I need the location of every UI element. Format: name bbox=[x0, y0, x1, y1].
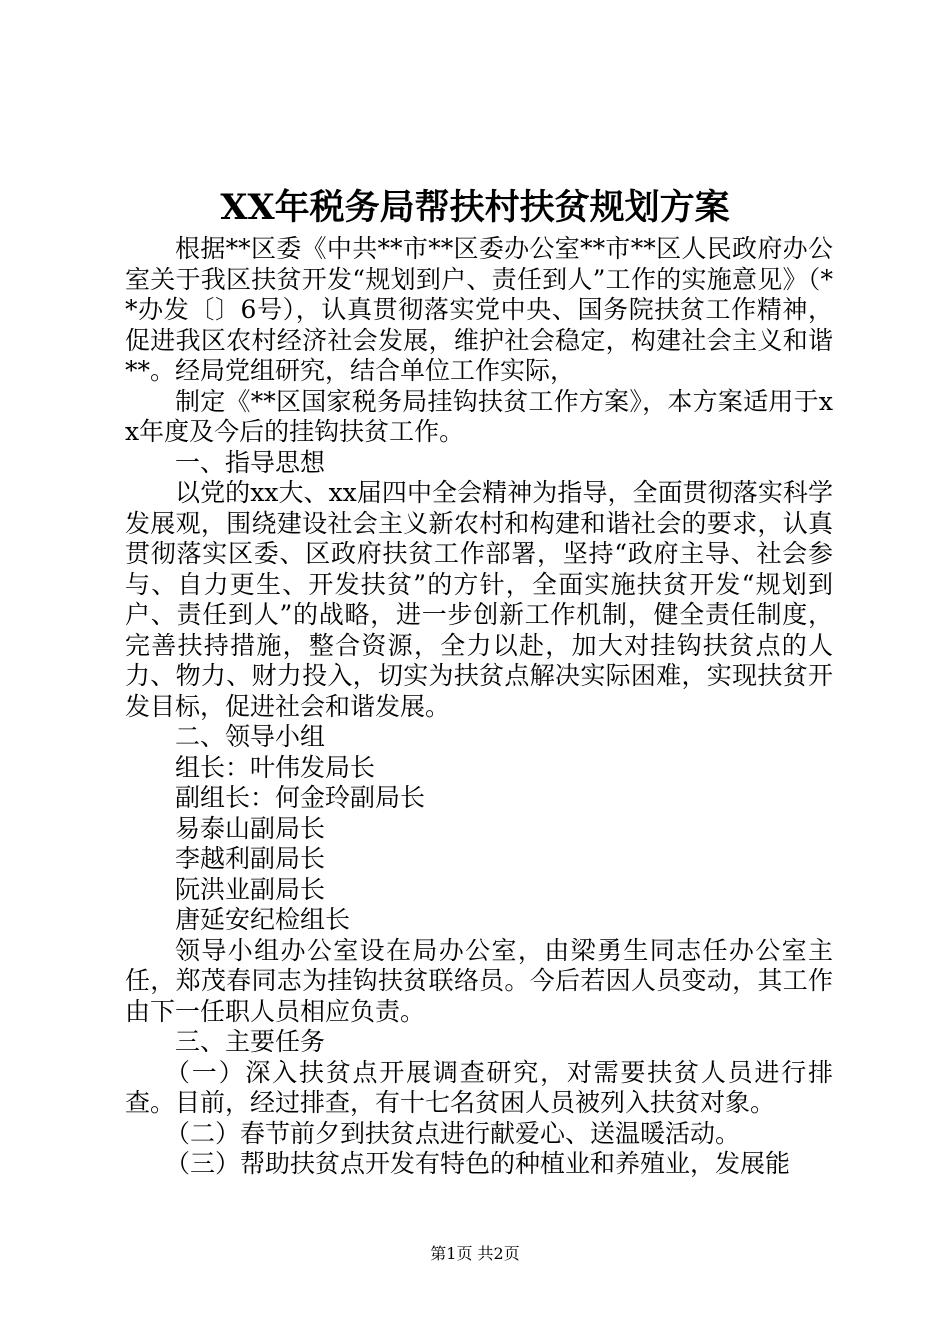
deputy-leader-line: 副组长：何金玲副局长 bbox=[175, 783, 426, 812]
document-title: XX年税务局帮扶村扶贫规划方案 bbox=[220, 187, 730, 228]
section-heading-main-tasks: 三、主要任务 bbox=[175, 1027, 326, 1056]
member-line: 易泰山副局长 bbox=[175, 813, 326, 843]
paragraph-intro: 根据**区委《中共**市**区委办公室**市**区人民政府办公室关于我区扶贫开发“规划到户、责任到人”工作的实施意见》（**办发〔〕6号），认真贯彻落实党中央、国务院扶贫工作精神，促进我区农村经济社会发展，维护社会稳定，构建社会主义和谐**。经局党组研究，结合单位工作实际， bbox=[125, 234, 833, 385]
task-item-3: （三）帮助扶贫点开发有特色的种植业和养殖业，发展能 bbox=[165, 1149, 791, 1178]
task-item-1: （一）深入扶贫点开展调查研究，对需要扶贫人员进行排查。目前，经过排查，有十七名贫困人员被列入扶贫对象。 bbox=[125, 1057, 833, 1117]
member-line: 唐延安纪检组长 bbox=[175, 905, 351, 934]
member-line: 阮洪业副局长 bbox=[175, 874, 326, 904]
page-footer: 第1页 共2页 bbox=[430, 1244, 520, 1263]
task-item-2: （二）春节前夕到扶贫点进行献爱心、送温暖活动。 bbox=[165, 1118, 741, 1148]
paragraph-guiding-thought: 以党的xx大、xx届四中全会精神为指导，全面贯彻落实科学发展观，围绕建设社会主义新农村和构建和谐社会的要求，认真贯彻落实区委、区政府扶贫工作部署，坚持“政府主导、社会参与、自力更生、开发扶贫”的方针，全面实施扶贫开发“规划到户、责任到人”的战略，进一步创新工作机制，健全责任制度，完善扶持措施，整合资源，全力以赴，加大对挂钩扶贫点的人力、物力、财力投入，切实为扶贫点解决实际困难，实现扶贫开发目标，促进社会和谐发展。 bbox=[125, 478, 833, 721]
section-heading-leadership-group: 二、领导小组 bbox=[175, 722, 326, 751]
document-body bbox=[125, 234, 833, 1180]
paragraph-scheme: 制定《**区国家税务局挂钩扶贫工作方案》，本方案适用于xx年度及今后的挂钩扶贫工作。 bbox=[125, 386, 833, 446]
paragraph-office: 领导小组办公室设在局办公室，由梁勇生同志任办公室主任，郑茂春同志为挂钩扶贫联络员。今后若因人员变动，其工作由下一任职人员相应负责。 bbox=[125, 935, 833, 1026]
leader-line: 组长：叶伟发局长 bbox=[175, 752, 376, 782]
member-line: 李越利副局长 bbox=[175, 844, 326, 873]
section-heading-guiding-thought: 一、指导思想 bbox=[175, 447, 326, 477]
